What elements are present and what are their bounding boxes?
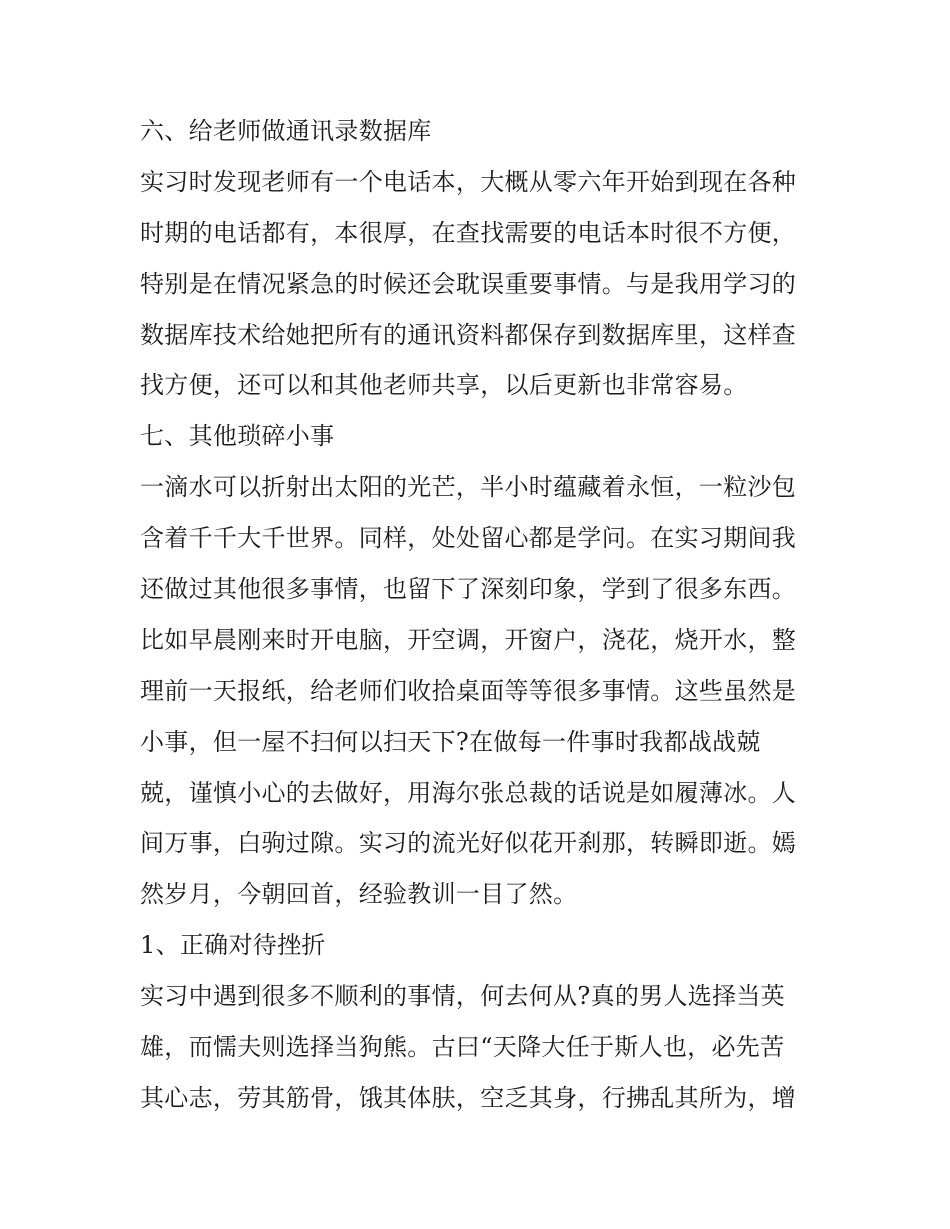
- paragraph-line: 特别是在情况紧急的时候还会耽误重要事情。与是我用学习的: [140, 269, 797, 298]
- paragraph-line: 实习时发现老师有一个电话本，大概从零六年开始到现在各种: [140, 167, 797, 196]
- subsection-heading-1: 1、正确对待挫折: [140, 931, 326, 960]
- paragraph-line: 还做过其他很多事情，也留下了深刻印象，学到了很多东西。: [140, 575, 797, 604]
- paragraph-line: 找方便，还可以和其他老师共享，以后更新也非常容易。: [140, 371, 748, 400]
- paragraph-line: 然岁月，今朝回首，经验教训一目了然。: [140, 880, 578, 909]
- section-heading-7: 七、其他琐碎小事: [140, 422, 335, 451]
- paragraph-line: 数据库技术给她把所有的通讯资料都保存到数据库里，这样查: [140, 320, 797, 349]
- paragraph-line: 含着千千大千世界。同样，处处留心都是学问。在实习期间我: [140, 524, 797, 553]
- paragraph-line: 实习中遇到很多不顺利的事情，何去何从?真的男人选择当英: [140, 982, 785, 1011]
- paragraph-line: 小事，但一屋不扫何以扫天下?在做每一件事时我都战战兢: [140, 727, 761, 756]
- document-body: [140, 106, 812, 1124]
- paragraph-line: 兢，谨慎小心的去做好，用海尔张总裁的话说是如履薄冰。人: [140, 778, 797, 807]
- paragraph-line: 一滴水可以折射出太阳的光芒，半小时蕴藏着永恒，一粒沙包: [140, 473, 797, 502]
- paragraph-line: 雄，而懦夫则选择当狗熊。古曰“天降大任于斯人也，必先苦: [140, 1033, 785, 1062]
- paragraph-line: 其心志，劳其筋骨，饿其体肤，空乏其身，行拂乱其所为，增: [140, 1083, 797, 1112]
- paragraph-line: 时期的电话都有，本很厚，在查找需要的电话本时很不方便，: [140, 218, 797, 247]
- paragraph-line: 间万事，白驹过隙。实习的流光好似花开刹那，转瞬即逝。嫣: [140, 829, 797, 858]
- paragraph-line: 理前一天报纸，给老师们收拾桌面等等很多事情。这些虽然是: [140, 676, 797, 705]
- section-heading-6: 六、给老师做通讯录数据库: [140, 117, 432, 145]
- paragraph-line: 比如早晨刚来时开电脑，开空调，开窗户，浇花，烧开水，整: [140, 625, 797, 654]
